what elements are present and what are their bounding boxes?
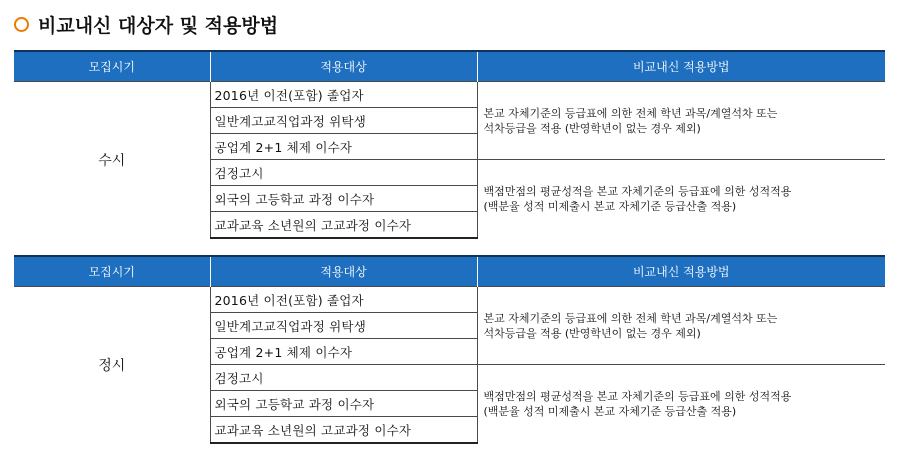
method-line: 본교 자체기준의 등급표에 의한 전체 학년 과목/계열석차 또는 [483,106,778,120]
method-line: 석차등급을 적용 (반영학년이 없는 경우 제외) [483,326,701,340]
target-cell: 공업계 2+1 체제 이수자 [210,134,477,160]
header-period: 모집시기 [14,51,210,82]
target-cell: 외국의 고등학교 과정 이수자 [210,391,477,417]
method-line: 백점만점의 평균성적을 본교 자체기준의 등급표에 의한 성적적용 [483,390,792,403]
table-row [14,287,885,313]
target-cell: 2016년 이전(포함) 졸업자 [210,287,477,313]
comparison-table-susi [14,50,885,239]
header-target: 적용대상 [210,51,477,82]
table-header-row [14,51,885,82]
method-cell [477,365,885,444]
section-title [14,8,278,40]
target-cell: 공업계 2+1 체제 이수자 [210,339,477,365]
header-period: 모집시기 [14,256,210,287]
method-line: 본교 자체기준의 등급표에 의한 전체 학년 과목/계열석차 또는 [483,311,778,325]
method-line: 백점만점의 평균성적을 본교 자체기준의 등급표에 의한 성적적용 [483,185,792,198]
comparison-table-jeongsi [14,255,885,444]
target-cell: 일반계고교직업과정 위탁생 [210,108,477,134]
target-cell: 외국의 고등학교 과정 이수자 [210,186,477,212]
method-cell [477,160,885,239]
header-method: 비교내신 적용방법 [477,51,885,82]
header-method: 비교내신 적용방법 [477,256,885,287]
target-cell: 검정고시 [210,365,477,391]
method-line: (백분율 성적 미제출시 본교 자체기준 등급산출 적용) [483,200,737,213]
target-cell: 검정고시 [210,160,477,186]
circle-bullet-icon [14,17,29,32]
period-cell: 정시 [14,287,210,444]
method-cell [477,287,885,365]
target-cell: 교과교육 소년원의 고교과정 이수자 [210,417,477,444]
table-header-row [14,256,885,287]
period-cell: 수시 [14,82,210,239]
table-row [14,82,885,108]
target-cell: 2016년 이전(포함) 졸업자 [210,82,477,108]
method-line: 석차등급을 적용 (반영학년이 없는 경우 제외) [483,121,701,135]
method-line: (백분율 성적 미제출시 본교 자체기준 등급산출 적용) [483,405,737,418]
target-cell: 일반계고교직업과정 위탁생 [210,313,477,339]
target-cell: 교과교육 소년원의 고교과정 이수자 [210,212,477,239]
header-target: 적용대상 [210,256,477,287]
section-title-text: 비교내신 대상자 및 적용방법 [38,14,279,37]
method-cell [477,82,885,160]
